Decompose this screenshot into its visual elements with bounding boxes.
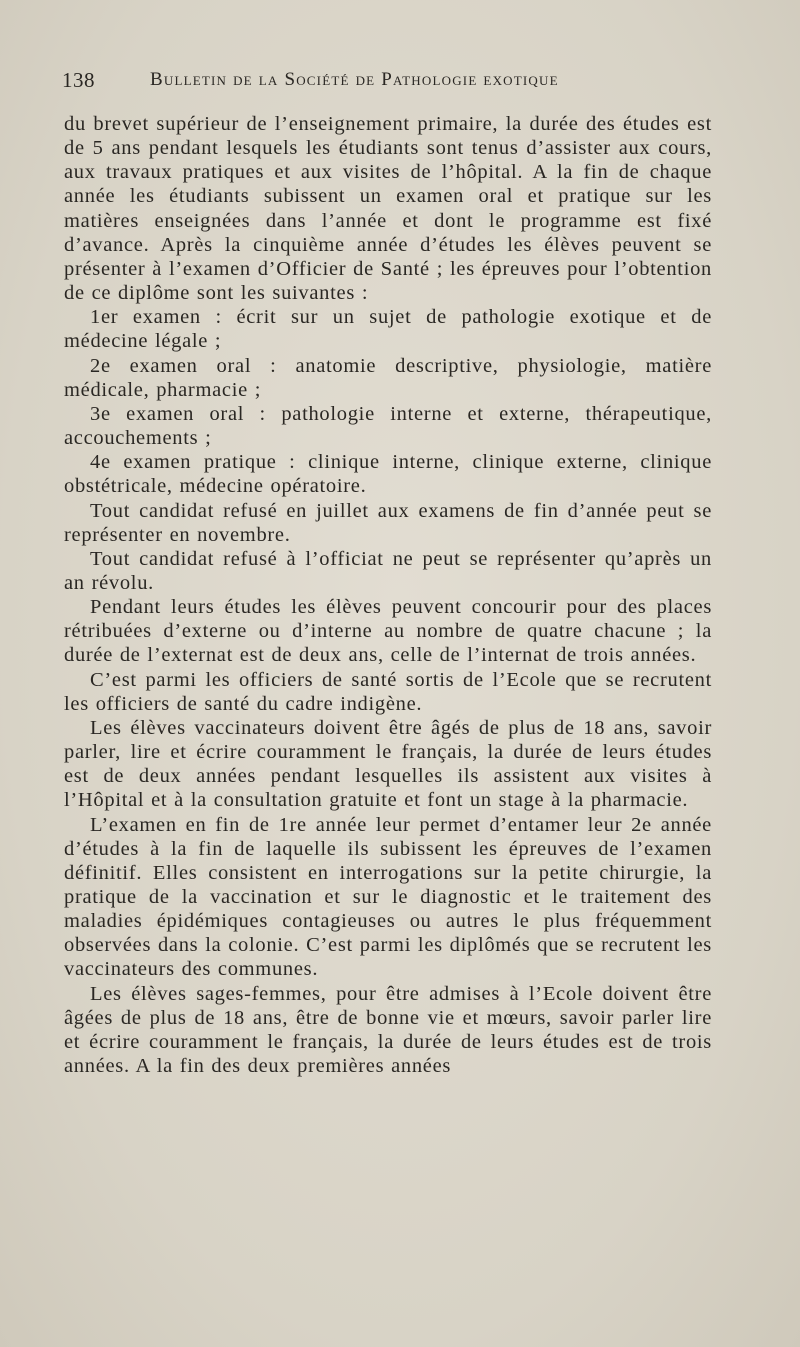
body-text [64,112,712,1078]
page-number: 138 [62,68,95,92]
paragraph: Tout candidat refusé en juillet aux examens de fin d’année peut se représenter en novembre. [64,499,712,546]
paragraph: Pendant leurs études les élèves peuvent concourir pour des places rétribuées d’externe ou d’interne au nombre de quatre chacune ; la durée de l’externat est de deux ans, celle de l’internat de trois années. [64,596,712,667]
paragraph: 3e examen oral : pathologie interne et externe, thérapeutique, accouchements ; [64,402,712,450]
paragraph: 2e examen oral : anatomie descriptive, physiologie, matière médicale, pharmacie ; [64,354,712,401]
paragraph: Les élèves vaccinateurs doivent être âgés de plus de 18 ans, savoir parler, lire et écrire couramment le français, la durée de leurs études est de deux années pendant lesquelles ils assistent aux visites à l’Hôpital et à la consultation gratuite et font un stage à la pharmacie. [64,716,712,812]
paragraph: 1er examen : écrit sur un sujet de pathologie exotique et de médecine légale ; [64,306,712,353]
paragraph: Tout candidat refusé à l’officiat ne peut se représenter qu’après un an révolu. [64,547,712,594]
paragraph: L’examen en fin de 1re année leur permet d’entamer leur 2e année d’études à la fin de laquelle ils subissent les épreuves de l’examen définitif. Elles consistent en interrogations sur la petite chirurgie, la pratique de la vaccination et sur le diagnostic et le traitement des maladies épidémiques contagieuses ou autres le plus fréquemment observées dans la colonie. C’est parmi les diplômés que se recrutent les vaccinateurs des communes. [64,813,712,981]
paragraph: C’est parmi les officiers de santé sortis de l’Ecole que se recrutent les officiers de santé du cadre indigène. [64,668,712,715]
running-title: Bulletin de la Société de Pathologie exotique [150,69,559,90]
paragraph: du brevet supérieur de l’enseignement primaire, la durée des études est de 5 ans pendant lesquels les étudiants sont tenus d’assister aux cours, aux travaux pratiques et aux visites de l’hôpital. A la fin de chaque année les étudiants subissent un examen oral et pratique sur les matières enseignées dans l’année et dont le programme est fixé d’avance. Après la cinquième année d’études les élèves peuvent se présenter à l’examen d’Officier de Santé ; les épreuves pour l’obtention de ce diplôme sont les suivantes : [64,113,712,305]
paragraph: Les élèves sages-femmes, pour être admises à l’Ecole doivent être âgées de plus de 18 ans, être de bonne vie et mœurs, savoir parler lire et écrire couramment le français, la durée de leurs études est de trois années. A la fin des deux premières années [64,982,712,1078]
paragraph: 4e examen pratique : clinique interne, clinique externe, clinique obstétricale, médecine opératoire. [64,451,712,498]
page-header [62,68,752,98]
